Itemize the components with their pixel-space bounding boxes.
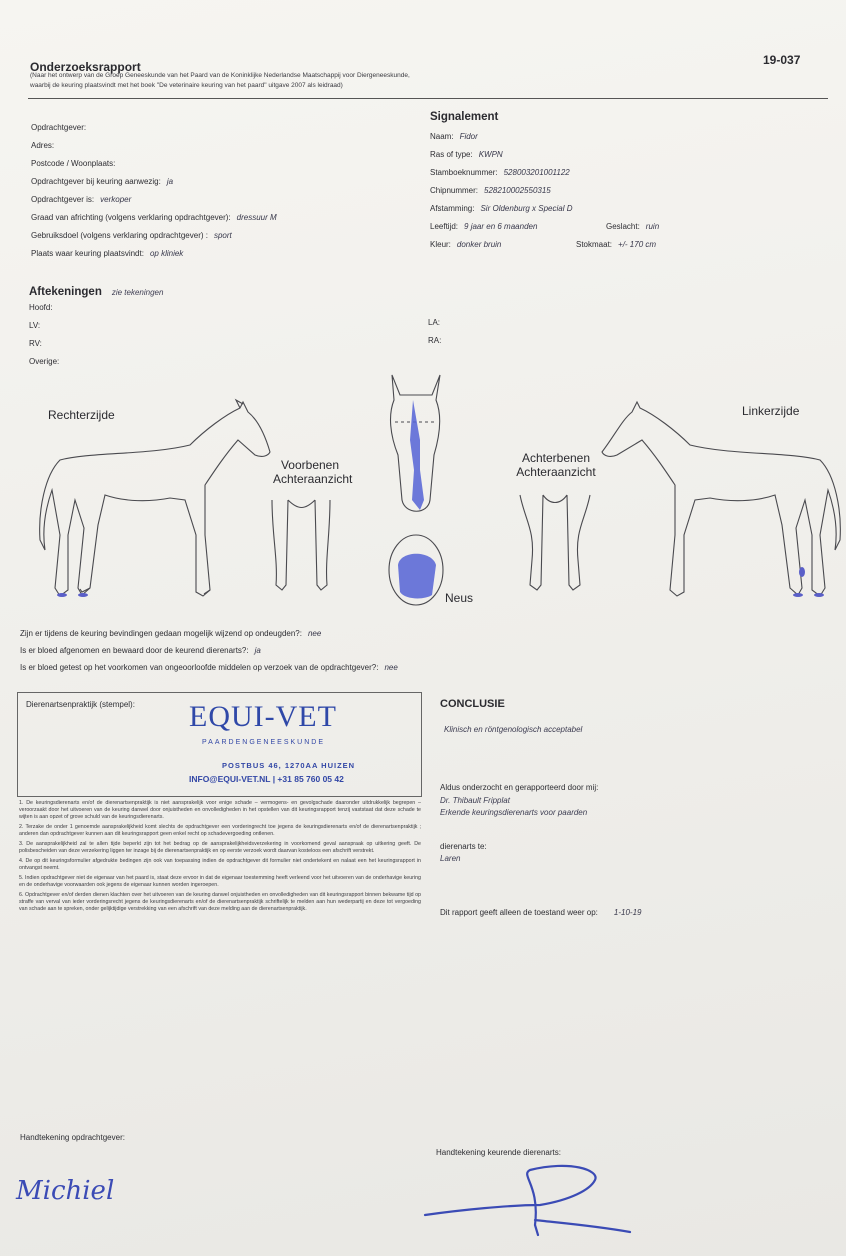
question-blood-stored: Is er bloed afgenomen en bewaard door de keurend dierenarts?: ja bbox=[20, 646, 261, 655]
pedigree-value: Sir Oldenburg x Special D bbox=[480, 204, 573, 213]
legal-term: 2. Terzake de onder 1 genoemde aansprakelijkheid komt slechts de opdrachtgever een vorderingrecht toe jegens de keuringsdierenarts en/of de dierenartsenpraktijk ; anderen dan opdrachtgever kunnen aan dit keuringsrapport geen enkel recht op schadevergoeding ontlenen. bbox=[19, 824, 421, 837]
stamp-label: Dierenartsenpraktijk (stempel): bbox=[26, 700, 135, 709]
horse-name-field: Naam: Fidor bbox=[430, 132, 478, 141]
vet-location-value: Laren bbox=[440, 854, 461, 863]
postcode-label: Postcode / Woonplaats: bbox=[31, 159, 116, 168]
age-field: Leeftijd: 9 jaar en 6 maanden bbox=[430, 222, 538, 231]
lf-label: LV: bbox=[29, 321, 41, 330]
client-present-value: ja bbox=[166, 177, 174, 186]
stamp-tagline: PAARDENGENEESKUNDE bbox=[202, 739, 326, 746]
studbook-value: 528003201001122 bbox=[503, 168, 570, 177]
height-value: +/- 170 cm bbox=[618, 240, 657, 249]
studbook-field: Stamboeknummer: 528003201001122 bbox=[430, 168, 570, 177]
legal-term: 1. De keuringsdierenarts en/of de dierenartsenpraktijk is niet aansprakelijk voor enige schade – vermogens- en gevolgschade daaronder uitdrukkelijk begrepen – veroorzaakt door het uitvoeren van de keuring danwel door onjuistheden en onvolledigheden in het opstellen van dit keuringsrapport tenzij vaststaat dat deze schade te wijten is aan opzet of grove schuld van de keuringsdierenarts. bbox=[19, 800, 421, 820]
signalement-title: Signalement bbox=[430, 111, 499, 123]
answer-vices: nee bbox=[307, 629, 322, 638]
color-value: donker bruin bbox=[456, 240, 502, 249]
training-level-value: dressuur M bbox=[236, 213, 277, 222]
hind-legs-rear-view-icon bbox=[520, 495, 590, 590]
state-date-field: Dit rapport geeft alleen de toestand weer op: 1-10-19 bbox=[440, 908, 642, 917]
vet-signature-label: Handtekening keurende dierenarts: bbox=[436, 1148, 561, 1157]
examined-by-label: Aldus onderzocht en gerapporteerd door mij: bbox=[440, 783, 599, 792]
rf-label: RV: bbox=[29, 339, 42, 348]
front-legs-rear-view-icon bbox=[272, 500, 330, 590]
rh-label: RA: bbox=[428, 336, 442, 345]
report-number: 19-037 bbox=[763, 53, 801, 67]
vet-title: Erkende keuringsdierenarts voor paarden bbox=[440, 808, 588, 817]
height-field: Stokmaat: +/- 170 cm bbox=[576, 240, 657, 249]
breed-field: Ras of type: KWPN bbox=[430, 150, 503, 159]
training-level-label: Graad van africhting (volgens verklaring opdrachtgever): bbox=[31, 213, 231, 222]
client-present-label: Opdrachtgever bij keuring aanwezig: bbox=[31, 177, 161, 186]
stamp-contact: INFO@EQUI-VET.NL | +31 85 760 05 42 bbox=[189, 774, 344, 784]
color-field: Kleur: donker bruin bbox=[430, 240, 502, 249]
report-title: Onderzoeksrapport bbox=[30, 60, 141, 74]
conclusion-value: Klinisch en röntgenologisch acceptabel bbox=[444, 725, 583, 734]
chip-field: Chipnummer: 528210002550315 bbox=[430, 186, 551, 195]
address-label: Adres: bbox=[31, 141, 55, 150]
purpose-value: sport bbox=[213, 231, 232, 240]
markings-title: Aftekeningen bbox=[29, 286, 102, 298]
markings-heading bbox=[29, 282, 163, 300]
front-legs-label: Voorbenen Achteraanzicht bbox=[273, 458, 353, 486]
vet-name: Dr. Thibault Fripplat bbox=[440, 796, 510, 805]
head-label: Hoofd: bbox=[29, 303, 53, 312]
client-signature: Michiel bbox=[16, 1176, 115, 1206]
practice-stamp-box bbox=[17, 692, 422, 797]
horse-left-side-icon bbox=[602, 402, 840, 596]
vet-signature bbox=[420, 1150, 650, 1240]
purpose-field bbox=[31, 231, 232, 240]
location-label: Plaats waar keuring plaatsvindt: bbox=[31, 249, 144, 258]
question-vices: Zijn er tijdens de keuring bevindingen gedaan mogelijk wijzend op ondeugden?: nee bbox=[20, 629, 322, 638]
client-role-value: verkoper bbox=[100, 195, 132, 204]
training-level-field bbox=[31, 213, 277, 222]
pedigree-field: Afstamming: Sir Oldenburg x Special D bbox=[430, 204, 573, 213]
legal-term: 4. De op dit keuringsformulier afgedrukte bedingen zijn ook van toepassing indien de opdrachtgever dit formulier niet ondertekent en nalaat een het keuringsrapport in ontvangst neemt. bbox=[19, 858, 421, 871]
horse-right-side-icon bbox=[40, 400, 270, 596]
markings-note: zie tekeningen bbox=[111, 288, 164, 297]
conclusion-title: CONCLUSIE bbox=[440, 698, 505, 710]
right-side-label: Rechterzijde bbox=[48, 408, 115, 422]
head-blaze-marking bbox=[410, 400, 424, 510]
header-rule bbox=[28, 98, 828, 99]
other-label: Overige: bbox=[29, 357, 60, 366]
legal-term: 3. De aansprakelijkheid zal te allen tijde beperkt zijn tot het bedrag op de aansprakelijkheidsverzekering in voorkomend geval aanspraak op uitkering geeft. De polisbescheiden van deze verzekering liggen ter inzage bij de dierenartsenpraktijk en op eerste verzoek wordt daarvan kosteloos een afschrift verstrekt. bbox=[19, 841, 421, 854]
lh-label: LA: bbox=[428, 318, 441, 327]
purpose-label: Gebruiksdoel (volgens verklaring opdrachtgever) : bbox=[31, 231, 208, 240]
state-date-value: 1-10-19 bbox=[613, 908, 642, 917]
horse-name-value: Fidor bbox=[459, 132, 478, 141]
vet-location-label: dierenarts te: bbox=[440, 842, 487, 851]
sex-field: Geslacht: ruin bbox=[606, 222, 660, 231]
legal-term: 6. Opdrachtgever en/of derden dienen klachten over het uitvoeren van de keuring danwel onjuistheden en onvolledigheden van dit keuringsrapport binnen bekwame tijd op straffe van verval van ieder vorderingsrecht jegens de keuringsdierenarts en/of de dierenartsenpraktijk schriftelijk te melden aan hun wederpartij en deze tot vergoeding van schade aan te spreken, onder gelijktijdige verstrekking van een afschrift van deze melding aan de dierenartsenpraktijk. bbox=[19, 892, 421, 912]
client-role-field bbox=[31, 195, 131, 204]
location-field bbox=[31, 249, 183, 258]
legal-term: 5. Indien opdrachtgever niet de eigenaar van het paard is, staat deze ervoor in dat de eigenaar toestemming heeft verleend voor het uitvoeren van de onderhavige keuring en de onderhavige voorwaarden ook jegens de eigenaar kunnen worden ingeroepen. bbox=[19, 875, 421, 888]
answer-blood-tested: nee bbox=[384, 663, 398, 672]
stamp-brand: EQUI-VET bbox=[189, 700, 337, 733]
client-present-field bbox=[31, 177, 173, 186]
horse-nose-icon bbox=[389, 535, 443, 605]
answer-blood-stored: ja bbox=[254, 646, 261, 655]
client-signature-label: Handtekening opdrachtgever: bbox=[20, 1133, 125, 1142]
stamp-address: POSTBUS 46, 1270AA HUIZEN bbox=[222, 761, 356, 770]
age-value: 9 jaar en 6 maanden bbox=[464, 222, 538, 231]
question-blood-tested: Is er bloed getest op het voorkomen van ongeoorloofde middelen op verzoek van de opdrachtgever?: nee bbox=[20, 663, 398, 672]
hoof-markings-left bbox=[793, 567, 824, 597]
location-value: op kliniek bbox=[149, 249, 184, 258]
hoof-markings-right bbox=[57, 593, 88, 597]
report-subtitle-2: waarbij de keuring plaatsvindt met het boek "De veterinaire keuring van het paard" uitgave 2007 als leidraad) bbox=[30, 82, 343, 89]
hind-legs-label: Achterbenen Achteraanzicht bbox=[516, 451, 596, 479]
breed-value: KWPN bbox=[478, 150, 503, 159]
client-role-label: Opdrachtgever is: bbox=[31, 195, 95, 204]
client-label: Opdrachtgever: bbox=[31, 123, 87, 132]
left-side-label: Linkerzijde bbox=[742, 404, 800, 418]
sex-value: ruin bbox=[645, 222, 660, 231]
horse-diagram bbox=[0, 360, 846, 620]
nose-label: Neus bbox=[445, 591, 474, 605]
legal-terms bbox=[19, 800, 421, 916]
report-subtitle-1: (Naar het ontwerp van de Groep Geneeskunde van het Paard van de Koninklijke Nederlandse Maatschappij voor Diergeneeskunde, bbox=[30, 72, 410, 79]
chip-value: 528210002550315 bbox=[484, 186, 551, 195]
